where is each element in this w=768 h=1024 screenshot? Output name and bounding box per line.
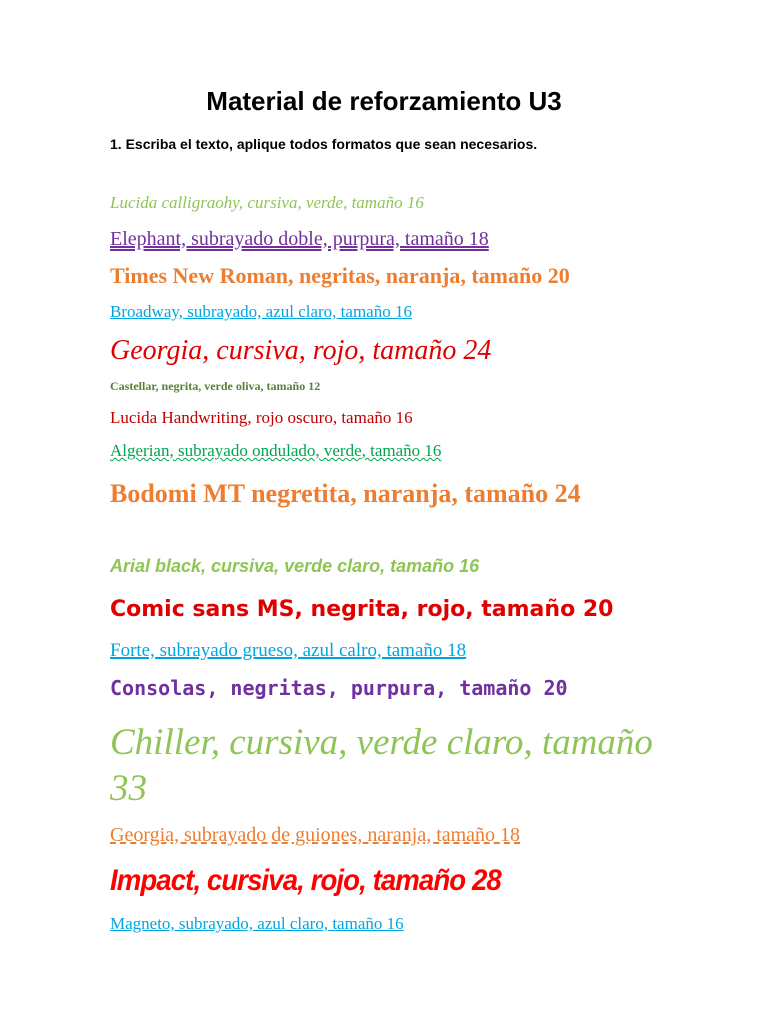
format-line-bodoni: Bodomi MT negretita, naranja, tamaño 24 (110, 479, 581, 508)
format-line-forte: Forte, subrayado grueso, azul calro, tamaño 18 (110, 640, 467, 661)
format-line-chiller: Chiller, cursiva, verde claro, tamaño 33 (110, 722, 653, 809)
format-line-impact: Impact, cursiva, rojo, tamaño 28 (110, 864, 501, 897)
format-line-georgia-dashed: Georgia, subrayado de guiones, naranja, tamaño 18 (110, 824, 521, 846)
format-line-lucida-handwriting: Lucida Handwriting, rojo oscuro, tamaño 16 (110, 408, 413, 427)
format-line-magneto: Magneto, subrayado, azul claro, tamaño 16 (110, 914, 404, 933)
format-line-consolas: Consolas, negritas, purpura, tamaño 20 (110, 676, 568, 700)
format-line-comic-sans: Comic sans MS, negrita, rojo, tamaño 20 (110, 597, 614, 622)
format-line-algerian: Algerian, subrayado ondulado, verde, tamaño 16 (110, 441, 442, 460)
format-line-times-new-roman: Times New Roman, negritas, naranja, tamaño 20 (110, 263, 570, 288)
format-line-castellar: Castellar, negrita, verde oliva, tamaño 12 (110, 379, 321, 393)
format-line-broadway: Broadway, subrayado, azul claro, tamaño 16 (110, 302, 412, 321)
page-title: Material de reforzamiento U3 (206, 86, 562, 116)
format-line-elephant: Elephant, subrayado doble, purpura, tamaño 18 (110, 228, 489, 250)
format-line-georgia-italic: Georgia, cursiva, rojo, tamaño 24 (110, 335, 492, 366)
format-line-lucida-calligraphy: Lucida calligraohy, cursiva, verde, tamaño 16 (110, 193, 424, 212)
instruction-text: 1. Escriba el texto, aplique todos formatos que sean necesarios. (110, 136, 538, 152)
format-line-arial-black: Arial black, cursiva, verde claro, tamaño 16 (110, 556, 480, 576)
